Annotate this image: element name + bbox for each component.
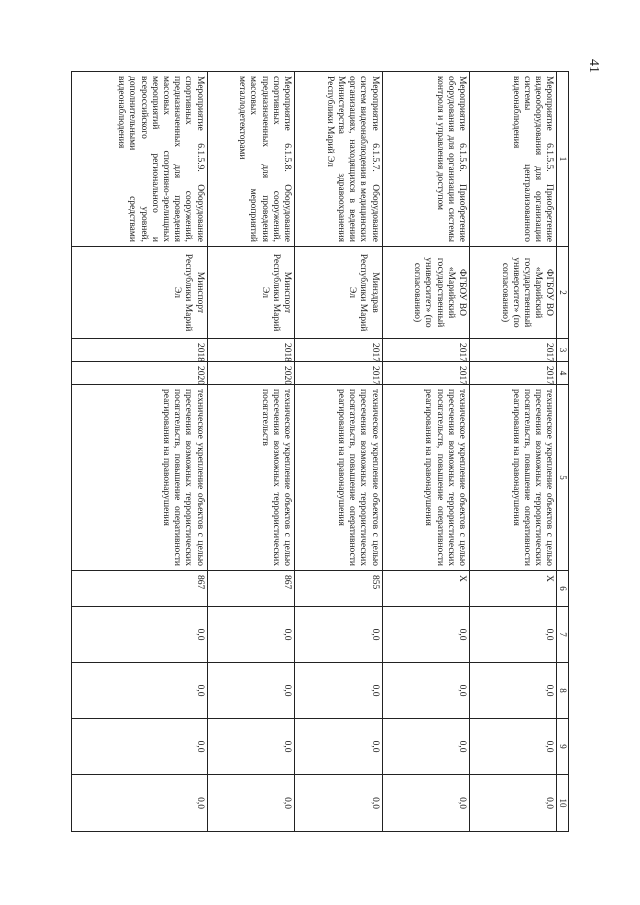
executor-cell: Минздрав Республики Марий Эл (295, 247, 382, 339)
value-cell-9: 0,0 (295, 719, 382, 775)
end-year-cell: 2017 (295, 362, 382, 385)
value-cell-8: 0,0 (382, 663, 469, 719)
value-cell-9: 0,0 (382, 719, 469, 775)
header-col-4: 4 (557, 362, 569, 385)
measure-cell: Мероприятие 6.1.5.6. Приобретение оборудования для организации системы контроля и управления доступом (382, 72, 469, 247)
start-year-cell: 2017 (382, 339, 469, 362)
value-cell-8: 0,0 (207, 663, 294, 719)
value-cell-8: 0,0 (469, 663, 556, 719)
result-cell: техническое укрепление объектов с целью пресечения возможных террористических посягательств, повышение оперативности реагирования на правонарушения (295, 385, 382, 571)
header-col-3: 3 (557, 339, 569, 362)
result-cell: техническое укрепление объектов с целью пресечения возможных террористических посягательств, повышение оперативности реагирования на правонарушения (382, 385, 469, 571)
code-cell: 867 (72, 571, 208, 607)
program-measures-table (71, 71, 569, 832)
header-col-9: 9 (557, 719, 569, 775)
value-cell-10: 0,0 (469, 775, 556, 832)
measure-cell: Мероприятие 6.1.5.8. Оборудование спортивных сооружений, предназначенных для проведения массовых мероприятий металлодетекторами (207, 72, 294, 247)
value-cell-9: 0,0 (207, 719, 294, 775)
page-number: 41 (586, 59, 601, 73)
table-row (382, 72, 469, 832)
value-cell-10: 0,0 (72, 775, 208, 832)
value-cell-7: 0,0 (207, 607, 294, 663)
end-year-cell: 2017 (469, 362, 556, 385)
code-cell: X (469, 571, 556, 607)
start-year-cell: 2017 (469, 339, 556, 362)
measure-cell: Мероприятие 6.1.5.7. Оборудование систем видеонаблюдения в медицинских организациях, находящихся в ведении Министерства здравоохранения Республики Марий Эл (295, 72, 382, 247)
value-cell-8: 0,0 (295, 663, 382, 719)
value-cell-8: 0,0 (72, 663, 208, 719)
executor-cell: ФГБОУ ВО «Марийский государственный университет» (по согласованию) (382, 247, 469, 339)
header-row (557, 72, 569, 832)
value-cell-7: 0,0 (382, 607, 469, 663)
measure-cell: Мероприятие 6.1.5.5. Приобретение видеооборудования для организации системы централизованного видеонаблюдения (469, 72, 556, 247)
rotated-page-content (71, 71, 569, 831)
start-year-cell: 2018 (72, 339, 208, 362)
code-cell: 867 (207, 571, 294, 607)
value-cell-7: 0,0 (295, 607, 382, 663)
result-cell: техническое укрепление объектов с целью пресечения возможных террористических посягательств, повышение оперативности реагирования на правонарушения (469, 385, 556, 571)
table-row (295, 72, 382, 832)
value-cell-7: 0,0 (469, 607, 556, 663)
executor-cell: ФГБОУ ВО «Марийский государственный университет» (по согласованию) (469, 247, 556, 339)
executor-cell: Минспорт Республики Марий Эл (72, 247, 208, 339)
code-cell: 855 (295, 571, 382, 607)
header-col-5: 5 (557, 385, 569, 571)
header-col-7: 7 (557, 607, 569, 663)
table-row (72, 72, 208, 832)
value-cell-10: 0,0 (382, 775, 469, 832)
start-year-cell: 2017 (295, 339, 382, 362)
header-col-2: 2 (557, 247, 569, 339)
value-cell-10: 0,0 (295, 775, 382, 832)
executor-cell: Минспорт Республики Марий Эл (207, 247, 294, 339)
header-col-8: 8 (557, 663, 569, 719)
code-cell: X (382, 571, 469, 607)
measure-cell: Мероприятие 6.1.5.9. Оборудование спортивных сооружений, предназначенных для проведения массовых спортивно-зрелищных мероприятий регионального и всероссийского уровней, дополнительными средствами видеонаблюдения (72, 72, 208, 247)
header-col-10: 10 (557, 775, 569, 832)
value-cell-10: 0,0 (207, 775, 294, 832)
end-year-cell: 2017 (382, 362, 469, 385)
table-row (207, 72, 294, 832)
value-cell-9: 0,0 (469, 719, 556, 775)
result-cell: техническое укрепление объектов с целью пресечения возможных террористических посягательств (207, 385, 294, 571)
table-row (469, 72, 556, 832)
end-year-cell: 2020 (72, 362, 208, 385)
start-year-cell: 2018 (207, 339, 294, 362)
value-cell-9: 0,0 (72, 719, 208, 775)
value-cell-7: 0,0 (72, 607, 208, 663)
header-col-1: 1 (557, 72, 569, 247)
result-cell: техническое укрепление объектов с целью пресечения возможных террористических посягательств, повышение оперативности реагирования на правонарушения (72, 385, 208, 571)
header-col-6: 6 (557, 571, 569, 607)
end-year-cell: 2020 (207, 362, 294, 385)
